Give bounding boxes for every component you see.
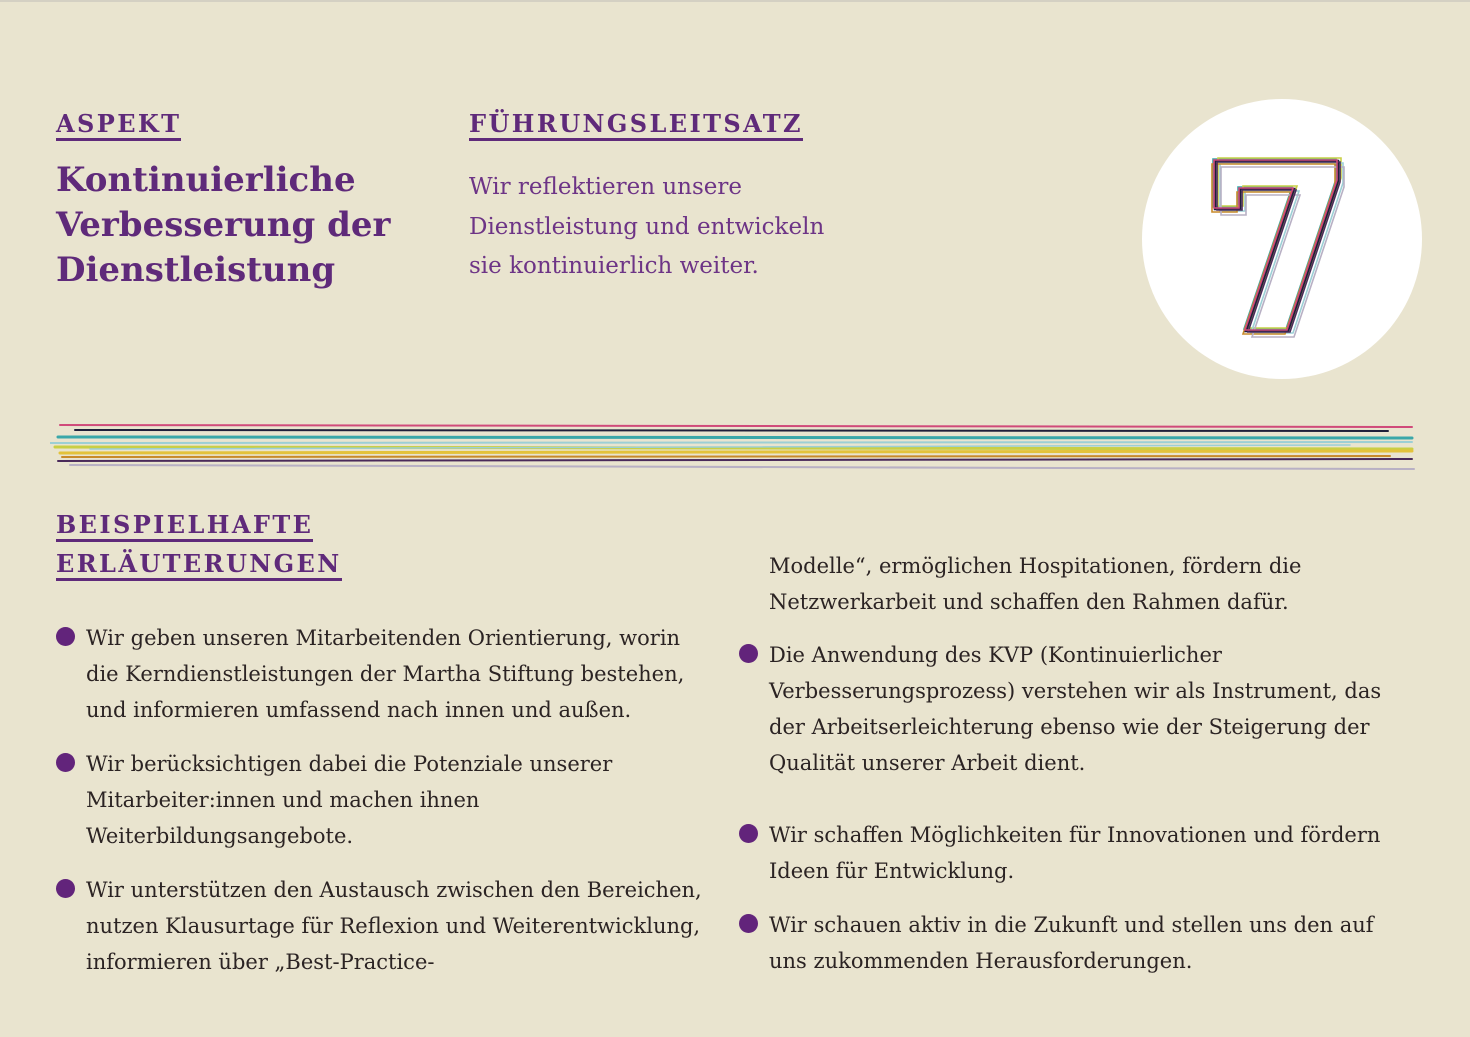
bullet-text: Die Anwendung des KVP (Kontinuierlicher Verbesserungsprozess) verstehen wir als Instrument, das der Arbeitserleichterung ebenso wie der Steigerung der Qualität unserer Arbeit dient. <box>769 643 1382 775</box>
aspekt-title <box>56 158 456 293</box>
aspekt-title-line: Kontinuierliche <box>56 160 356 200</box>
bullet-list-left <box>56 620 706 998</box>
aspekt-title-line: Dienstleistung <box>56 250 336 290</box>
stripe-line <box>62 456 1390 457</box>
bullet-text: Wir schaffen Möglichkeiten für Innovationen und fördern Ideen für Entwicklung. <box>769 823 1381 883</box>
number-badge <box>1142 99 1422 379</box>
stripe-line <box>70 465 1414 469</box>
leitsatz-label <box>469 104 803 143</box>
stripe-line <box>60 451 1412 453</box>
bullet-continuation: Modelle“, ermöglichen Hospitationen, fördern die Netzwerkarbeit und schaffen den Rahmen dafür. <box>769 554 1302 614</box>
bullet-text: Wir geben unseren Mitarbeitenden Orientierung, worin die Kerndienstleistungen der Martha Stiftung bestehen, und informieren umfassend nach innen und außen. <box>86 626 685 722</box>
top-border <box>0 0 1470 2</box>
stripe-line <box>58 459 1412 461</box>
stripe-line <box>58 437 1412 438</box>
stripe-line <box>60 425 1412 427</box>
aspekt-title-line: Verbesserung der <box>56 205 391 245</box>
leitsatz-label-text: FÜHRUNGSLEITSATZ <box>469 109 803 141</box>
stripe-line <box>75 430 1388 431</box>
aspekt-label-text: ASPEKT <box>56 109 181 141</box>
stripe-line <box>50 442 1412 443</box>
bullet-dot <box>739 824 758 843</box>
bullet-text: Wir berücksichtigen dabei die Potenziale unserer Mitarbeiter:innen und machen ihnen Weiterbildungsangebote. <box>86 752 613 848</box>
bullet-dot <box>56 627 75 646</box>
leitsatz-line: Wir reflektieren unsere <box>469 174 742 200</box>
bullet-dot <box>739 914 758 933</box>
bullet-item <box>739 637 1399 781</box>
leitsatz-line: Dienstleistung und entwickeln <box>469 213 825 240</box>
beispiele-label-line: ERLÄUTERUNGEN <box>56 549 342 581</box>
bullet-item <box>56 872 706 980</box>
decorative-stripes <box>50 415 1420 477</box>
number-text: 7 <box>1212 146 1352 379</box>
beispiele-label-line: BEISPIELHAFTE <box>56 510 313 542</box>
bullet-dot <box>56 879 75 898</box>
bullet-text: Wir unterstützen den Austausch zwischen den Bereichen, nutzen Klausurtage für Reflexion und Weiterentwicklung, informieren über „Best-Practice- <box>86 878 702 974</box>
bullet-item <box>739 817 1399 889</box>
leitsatz-text <box>469 168 869 287</box>
bullet-item <box>739 907 1399 979</box>
leitsatz-line: sie kontinuierlich weiter. <box>469 253 759 279</box>
bullet-item <box>56 620 706 728</box>
bullet-item <box>56 746 706 854</box>
aspekt-label <box>56 104 181 143</box>
bullet-dot <box>739 644 758 663</box>
bullet-text: Wir schauen aktiv in die Zukunft und stellen uns den auf uns zukommenden Herausforderungen. <box>769 913 1374 973</box>
bullet-dot <box>56 753 75 772</box>
beispiele-label <box>56 505 342 583</box>
bullet-list-right <box>739 637 1399 997</box>
number-seven-graphic <box>1142 99 1422 379</box>
